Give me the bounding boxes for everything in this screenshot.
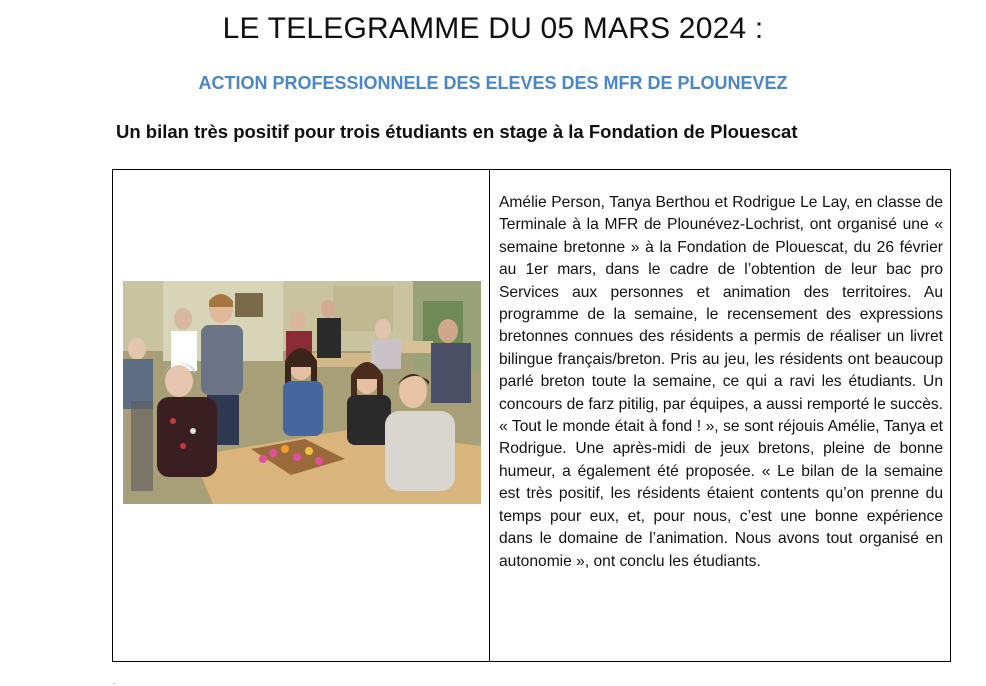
article-table	[112, 169, 951, 662]
footer-mark: .	[113, 677, 116, 686]
article-body: Amélie Person, Tanya Berthou et Rodrigue Le Lay, en classe de Terminale à la MFR de Plounévez-Lochrist, ont organisé une « semaine bretonne » à la Fondation de Plouescat, du 26 février au 1er mars, dans le cadre de l’obtention de leur bac pro Services aux personnes et animation des territoires. Au programme de la semaine, le recensement des expressions bretonnes connues des résidents a permis de réaliser un livret bilingue français/breton. Pris au jeu, les résidents ont beaucoup parlé breton toute la semaine, ce qui a ravi les étudiants. Un concours de farz pitilig, par équipes, a aussi remporté le succès. « Tout le monde était à fond ! », se sont réjouis Amélie, Tanya et Rodrigue. Une après-midi de jeux bretons, pleine de bonne humeur, a également été proposée. « Le bilan de la semaine est très positif, les résidents étaient contents qu’on prenne du temps pour eux, et, pour nous, c’est une bonne expérience dans le domaine de l’animation. Nous avons tout organisé en autonomie », ont conclu les étudiants.	[499, 194, 943, 570]
photo-residents-students-playing-game	[123, 281, 481, 504]
page-title: LE TELEGRAMME DU 05 MARS 2024 :	[222, 12, 764, 45]
table-column-divider	[489, 170, 490, 661]
article-photo	[123, 281, 481, 504]
page-subtitle: ACTION PROFESSIONNELE DES ELEVES DES MFR DE PLOUNEVEZ	[198, 73, 788, 93]
article-headline: Un bilan très positif pour trois étudiants en stage à la Fondation de Plouescat	[116, 121, 798, 142]
